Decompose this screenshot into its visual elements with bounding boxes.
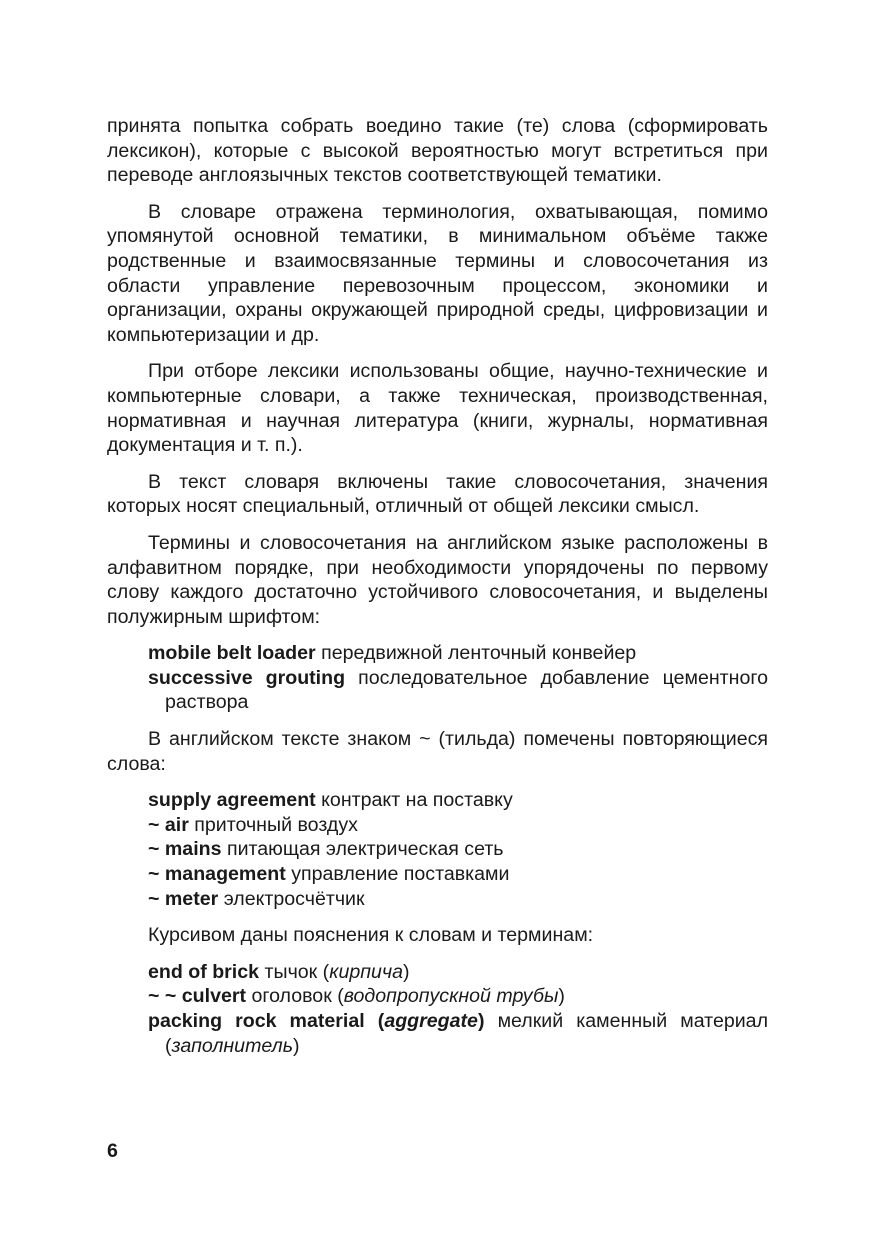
entry-term: mobile belt loader [148, 642, 316, 665]
entry-translation: электросчётчик [218, 887, 365, 910]
entry-term-part: ) [477, 1010, 485, 1032]
entry-translation: оголовок ( [246, 985, 344, 1008]
entry-term [148, 1010, 485, 1032]
entry-term: ~ mains [148, 838, 222, 861]
entry-translation: контракт на поставку [315, 789, 513, 812]
entry-term: end of brick [148, 960, 260, 983]
entry-term: ~ management [148, 863, 286, 886]
example-entry [148, 960, 768, 985]
entry-translation: управление поставками [285, 863, 510, 886]
example-entry [148, 862, 768, 887]
entry-translation: мелкий каменный материал ( [165, 1010, 769, 1057]
example-entry [148, 1009, 768, 1058]
entry-term: supply agreement [148, 789, 316, 812]
paragraph-1: принята попытка собрать воедино такие (те) слова (сформировать лексикон), которые с высокой вероятностью могут встретиться при переводе англоязычных текстов соответствующей тематики. [107, 115, 768, 187]
entry-translation: питающая электрическая сеть [221, 838, 504, 861]
example-entry [148, 887, 768, 912]
entry-translation-end: ) [558, 985, 565, 1008]
entry-translation: последовательное добавление цементного раствора [165, 666, 768, 714]
paragraph-2: В словаре отражена терминология, охватывающая, помимо упомянутой основной тематики, в минимальном объёме также родственные и взаимосвязанные термины и словосочетания из области управление перевозочным процессом, экономики и организации, охраны окружающей природной среды, цифровизации и компьютеризации и др. [107, 200, 768, 346]
entry-term: successive grouting [148, 666, 346, 689]
entry-note: заполнитель [171, 1034, 293, 1057]
italic-examples [107, 960, 768, 1058]
entry-note: кирпича [329, 960, 403, 983]
example-entry [148, 984, 768, 1009]
page-body [107, 114, 768, 1058]
entry-translation: передвижной ленточный конвейер [315, 642, 637, 665]
paragraph-4: В текст словаря включены такие словосочетания, значения которых носят специальный, отличный от общей лексики смысл. [107, 470, 768, 518]
entry-term-italic: aggregate [384, 1010, 478, 1032]
tilde-intro: В английском тексте знаком ~ (тильда) помечены повторяющиеся слова: [107, 728, 768, 775]
bold-examples [107, 641, 768, 715]
italic-intro: Курсивом даны пояснения к словам и терминам: [148, 924, 594, 947]
entry-term: ~ ~ culvert [148, 985, 247, 1008]
page-number: 6 [107, 1140, 118, 1162]
paragraph-5: Термины и словосочетания на английском языке расположены в алфавитном порядке, при необходимости упорядочены по первому слову каждого достаточно устойчивого словосочетания, и выделены полужирным шрифтом: [107, 531, 768, 628]
entry-translation: тычок ( [259, 960, 330, 983]
entry-term: ~ meter [148, 887, 219, 910]
entry-translation: приточный воздух [188, 813, 358, 836]
tilde-examples [107, 788, 768, 911]
entry-translation-end: ) [402, 960, 410, 983]
entry-term-part: packing rock material ( [148, 1010, 385, 1032]
entry-translation-end: ) [293, 1034, 300, 1057]
example-entry [148, 788, 768, 813]
example-entry [148, 813, 768, 838]
example-entry [148, 641, 768, 666]
paragraph-3: При отборе лексики использованы общие, научно-технические и компьютерные словари, а также техническая, производственная, нормативная и научная литература (книги, журналы, нормативная документация и т. п.). [107, 360, 768, 457]
entry-note: водопропускной трубы [343, 985, 559, 1008]
example-entry [148, 837, 768, 862]
entry-term: ~ air [148, 813, 189, 836]
example-entry [148, 666, 768, 715]
